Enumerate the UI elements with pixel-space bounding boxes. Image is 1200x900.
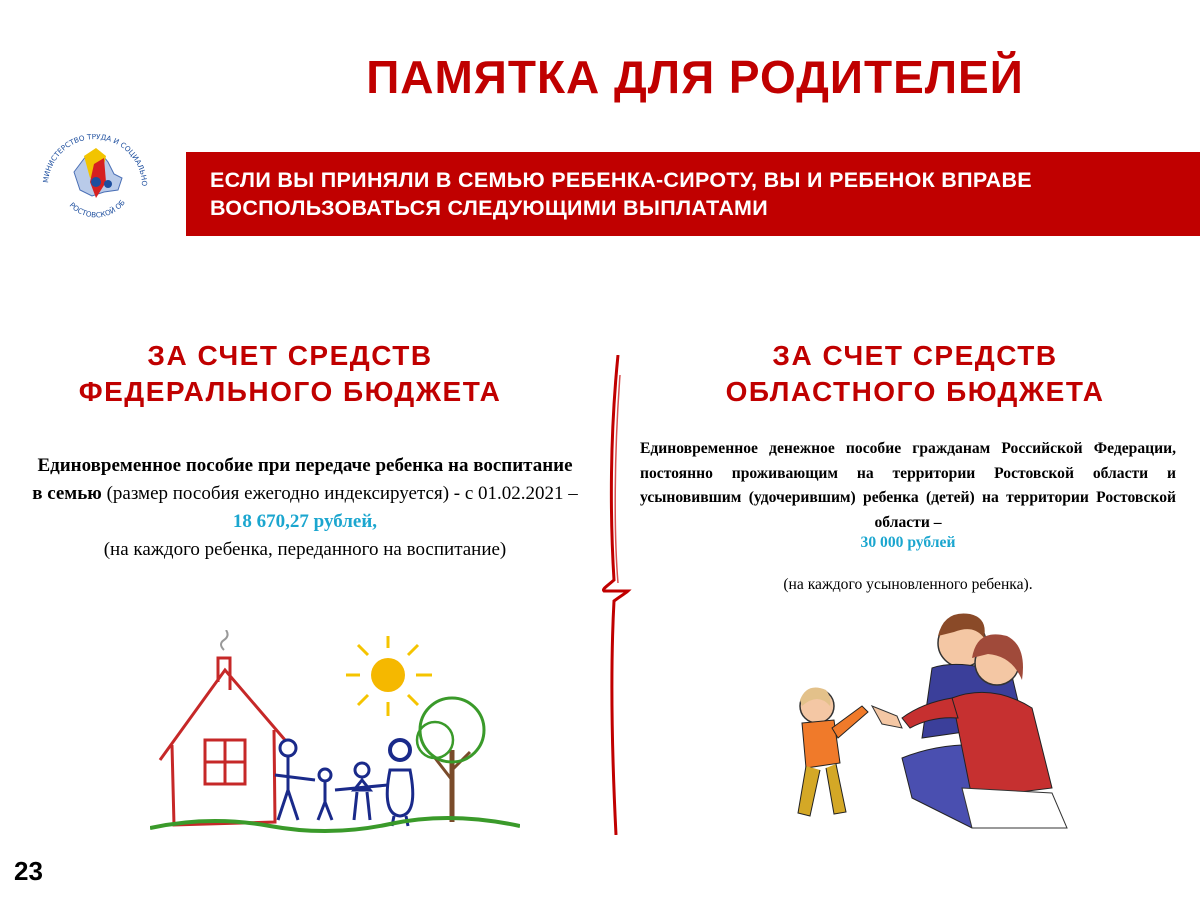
svg-text:МИНИСТЕРСТВО ТРУДА И СОЦИАЛЬНО: МИНИСТЕРСТВО ТРУДА И СОЦИАЛЬНО bbox=[41, 134, 150, 187]
regional-heading-line-2: ОБЛАСТНОГО БЮДЖЕТА bbox=[725, 376, 1105, 407]
federal-heading-line-2: ФЕДЕРАЛЬНОГО БЮДЖЕТА bbox=[78, 376, 502, 407]
federal-benefit-title: Единовременное пособие при передаче ребенка на воспитание в семью bbox=[32, 455, 573, 504]
page-number: 23 bbox=[14, 856, 43, 886]
column-divider bbox=[596, 355, 636, 835]
regional-benefit-text: Единовременное денежное пособие гражданам Российской Федерации, постоянно проживающим на территории Ростовской области и усыновившим (удочерившим) ребенка (детей) на территории Ростовской области – bbox=[640, 440, 1176, 531]
info-banner bbox=[186, 152, 1200, 236]
regional-benefit-amount: 30 000 рублей bbox=[860, 534, 956, 551]
federal-benefit-details: (размер пособия ежегодно индексируется) - с 01.02.2021 – bbox=[101, 483, 578, 504]
ministry-logo bbox=[34, 134, 158, 238]
family-hug-illustration bbox=[722, 588, 1127, 838]
federal-heading-line-1: ЗА СЧЕТ СРЕДСТВ bbox=[147, 340, 433, 371]
federal-benefit-note: (на каждого ребенка, переданного на воспитание) bbox=[103, 539, 507, 560]
svg-text:РОСТОВСКОЙ ОБЛАСТИ: РОСТОВСКОЙ ОБ bbox=[67, 197, 127, 220]
banner-line-2: ВОСПОЛЬЗОВАТЬСЯ СЛЕДУЮЩИМИ ВЫПЛАТАМИ bbox=[210, 196, 768, 220]
regional-benefit-note: (на каждого усыновленного ребенка). bbox=[783, 576, 1033, 593]
federal-benefit-amount: 18 670,27 рублей, bbox=[232, 511, 378, 532]
federal-benefit-text bbox=[30, 452, 580, 564]
page-title: ПАМЯТКА ДЛЯ РОДИТЕЛЕЙ bbox=[366, 51, 1024, 103]
regional-heading-line-1: ЗА СЧЕТ СРЕДСТВ bbox=[772, 340, 1058, 371]
federal-budget-heading bbox=[30, 338, 550, 410]
family-house-drawing bbox=[150, 630, 520, 835]
regional-budget-heading bbox=[660, 338, 1170, 410]
banner-line-1: ЕСЛИ ВЫ ПРИНЯЛИ В СЕМЬЮ РЕБЕНКА-СИРОТУ, ВЫ И РЕБЕНОК ВПРАВЕ bbox=[210, 168, 1032, 192]
